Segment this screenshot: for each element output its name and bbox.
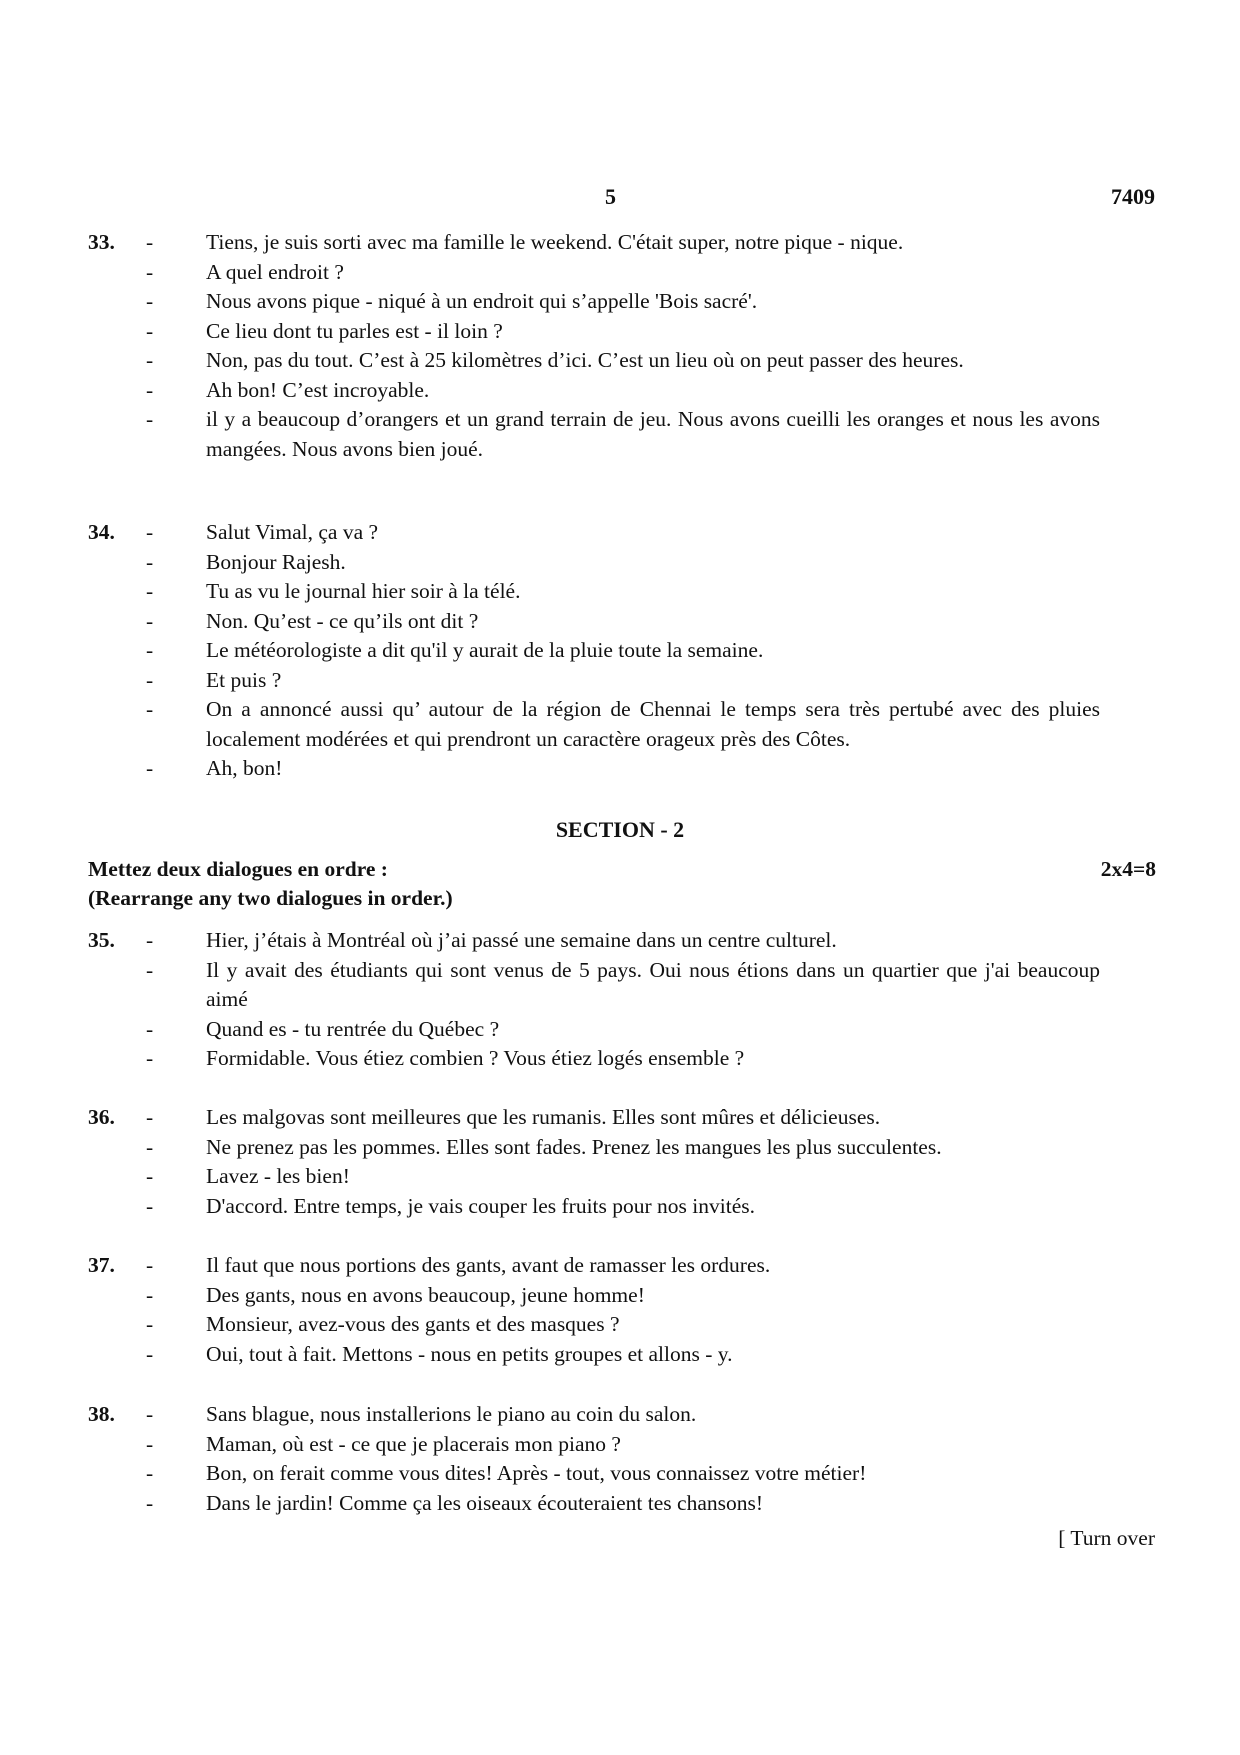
turn-over-note: [ Turn over (1058, 1526, 1155, 1550)
section-title: SECTION - 2 (555, 817, 685, 842)
dash-marker: - (146, 1402, 154, 1426)
dialogue-text: Il faut que nous portions des gants, avant de ramasser les ordures. (206, 1253, 771, 1277)
dialogue-text: Tiens, je suis sorti avec ma famille le weekend. C'était super, notre pique - nique. (206, 230, 904, 254)
question-number: 36. (88, 1105, 115, 1129)
dialogue-line (88, 607, 1100, 637)
dialogue-text: Formidable. Vous étiez combien ? Vous étiez logés ensemble ? (206, 1046, 745, 1070)
dash-marker: - (146, 1282, 154, 1307)
dash-marker: - (146, 756, 154, 780)
dash-marker: - (146, 1341, 154, 1366)
dialogue-text: Le météorologiste a dit qu'il y aurait de la pluie toute la semaine. (206, 638, 764, 662)
dialogue-line (88, 1340, 1100, 1370)
instruction-english: (Rearrange any two dialogues in order.) (88, 886, 453, 910)
dialogue-line (88, 1251, 1100, 1281)
dialogue-text: Salut Vimal, ça va ? (206, 520, 379, 544)
dash-marker: - (146, 579, 154, 603)
marks-allocation: 2x4=8 (1100, 857, 1156, 881)
question-33 (88, 228, 1100, 464)
dialogue-text: On a annoncé aussi qu’ autour de la région de Chennai le temps sera très pertubé avec des pluies localement modérées et qui prendront un caractère orageux près des Côtes. (206, 697, 1100, 751)
dash-marker: - (146, 407, 154, 431)
dialogue-line (88, 1133, 1100, 1163)
dialogue-line (88, 926, 1100, 956)
paper-code: 7409 (1111, 184, 1155, 209)
dialogue-text: Les malgovas sont meilleures que les rumanis. Elles sont mûres et délicieuses. (206, 1105, 881, 1129)
dialogue-line (88, 956, 1100, 1015)
dash-marker: - (146, 1164, 154, 1188)
dash-marker: - (146, 638, 154, 662)
dialogue-line (88, 1400, 1100, 1430)
dash-marker: - (146, 377, 154, 402)
dash-marker: - (146, 1312, 154, 1336)
question-37 (88, 1251, 1100, 1369)
page-number: 5 (605, 184, 616, 209)
question-36 (88, 1103, 1100, 1221)
dialogue-text: Tu as vu le journal hier soir à la télé. (206, 579, 521, 603)
dialogue-line (88, 258, 1100, 288)
question-34 (88, 518, 1100, 784)
section-instructions (88, 855, 1156, 913)
dialogue-line (88, 1044, 1100, 1074)
question-38 (88, 1400, 1100, 1518)
dialogue-line (88, 695, 1100, 754)
dialogue-line (88, 518, 1100, 548)
dialogue-line (88, 577, 1100, 607)
question-number: 34. (88, 520, 115, 544)
dialogue-text: Ah, bon! (206, 756, 283, 780)
dialogue-line (88, 228, 1100, 258)
dash-marker: - (146, 1461, 154, 1485)
dialogue-line (88, 1103, 1100, 1133)
dialogue-text: Ah bon! C’est incroyable. (206, 377, 430, 402)
dialogue-text: Non. Qu’est - ce qu’ils ont dit ? (206, 608, 479, 633)
dash-marker: - (146, 1193, 154, 1218)
question-number: 33. (88, 230, 115, 254)
dialogue-text: A quel endroit ? (206, 259, 344, 284)
dialogue-line (88, 405, 1100, 464)
dash-marker: - (146, 520, 154, 544)
dialogue-line (88, 346, 1100, 376)
question-number: 38. (88, 1402, 115, 1426)
dash-marker: - (146, 957, 154, 982)
dialogue-text: Il y avait des étudiants qui sont venus de 5 pays. Oui nous étions dans un quartier que j'ai beaucoup aimé (206, 957, 1100, 1011)
dialogue-text: Ne prenez pas les pommes. Elles sont fades. Prenez les mangues les plus succulentes. (206, 1134, 942, 1159)
dialogue-line (88, 1489, 1100, 1519)
dialogue-text: Lavez - les bien! (206, 1164, 350, 1188)
dash-marker: - (146, 259, 154, 284)
dialogue-text: Bon, on ferait comme vous dites! Après - tout, vous connaissez votre métier! (206, 1461, 867, 1485)
dialogue-line (88, 1162, 1100, 1192)
dialogue-text: Quand es - tu rentrée du Québec ? (206, 1016, 500, 1041)
dash-marker: - (146, 608, 154, 633)
dash-marker: - (146, 1046, 154, 1070)
dialogue-line (88, 636, 1100, 666)
dash-marker: - (146, 318, 154, 343)
dialogue-text: Dans le jardin! Comme ça les oiseaux écouteraient tes chansons! (206, 1490, 764, 1515)
dialogue-line (88, 666, 1100, 696)
page-header (0, 184, 1240, 214)
dash-marker: - (146, 1105, 154, 1129)
dialogue-text: Et puis ? (206, 667, 282, 692)
dialogue-text: Hier, j’étais à Montréal où j’ai passé une semaine dans un centre culturel. (206, 928, 837, 952)
dialogue-line (88, 1310, 1100, 1340)
dialogue-line (88, 1192, 1100, 1222)
dialogue-line (88, 287, 1100, 317)
dialogue-text: D'accord. Entre temps, je vais couper les fruits pour nos invités. (206, 1193, 755, 1218)
dialogue-line (88, 1015, 1100, 1045)
dash-marker: - (146, 1253, 154, 1277)
dialogue-text: Non, pas du tout. C’est à 25 kilomètres d’ici. C’est un lieu où on peut passer des heures. (206, 348, 964, 372)
question-number: 35. (88, 928, 115, 952)
dialogue-text: Nous avons pique - niqué à un endroit qui s’appelle 'Bois sacré'. (206, 289, 758, 313)
dash-marker: - (146, 1490, 154, 1515)
dialogue-line (88, 1281, 1100, 1311)
dialogue-text: Oui, tout à fait. Mettons - nous en petits groupes et allons - y. (206, 1341, 733, 1366)
dialogue-line (88, 1459, 1100, 1489)
dialogue-line (88, 754, 1100, 784)
dash-marker: - (146, 549, 154, 574)
dialogue-line (88, 376, 1100, 406)
dialogue-text: Maman, où est - ce que je placerais mon piano ? (206, 1431, 621, 1456)
dash-marker: - (146, 289, 154, 313)
dialogue-text: Monsieur, avez-vous des gants et des masques ? (206, 1312, 620, 1336)
dash-marker: - (146, 1016, 154, 1041)
question-number: 37. (88, 1253, 115, 1277)
dash-marker: - (146, 348, 154, 372)
dialogue-line (88, 548, 1100, 578)
question-35 (88, 926, 1100, 1074)
dialogue-line (88, 1430, 1100, 1460)
dialogue-text: Bonjour Rajesh. (206, 549, 346, 574)
dash-marker: - (146, 1134, 154, 1159)
dash-marker: - (146, 928, 154, 952)
dialogue-text: il y a beaucoup d’orangers et un grand terrain de jeu. Nous avons cueilli les oranges et nous les avons mangées. Nous avons bien joué. (206, 407, 1100, 461)
dialogue-text: Des gants, nous en avons beaucoup, jeune homme! (206, 1282, 645, 1307)
dialogue-text: Sans blague, nous installerions le piano au coin du salon. (206, 1402, 697, 1426)
dash-marker: - (146, 667, 154, 692)
dialogue-text: Ce lieu dont tu parles est - il loin ? (206, 318, 503, 343)
dialogue-line (88, 317, 1100, 347)
dash-marker: - (146, 1431, 154, 1456)
dash-marker: - (146, 230, 154, 254)
dash-marker: - (146, 697, 154, 721)
instruction-french: Mettez deux dialogues en ordre : (88, 857, 388, 881)
